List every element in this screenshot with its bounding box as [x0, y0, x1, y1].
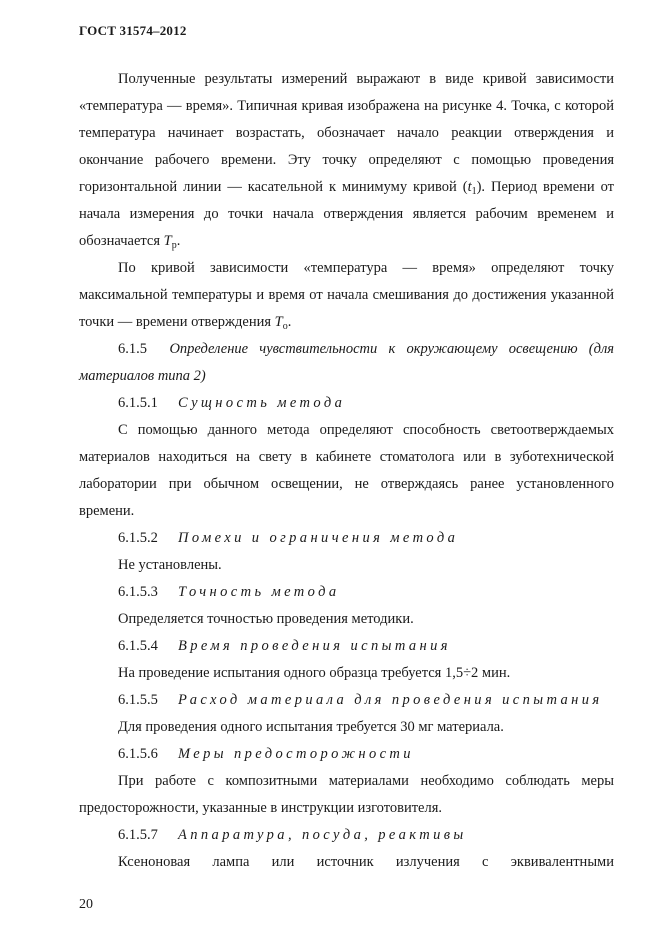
section-number: 6.1.5.4 [118, 638, 158, 654]
section-title: Точность метода [178, 584, 340, 600]
section-6-1-5-heading [79, 336, 614, 390]
section-title: Время проведения испытания [178, 638, 451, 654]
section-6-1-5-4-body: На проведение испытания одного образца требуется 1,5÷2 мин. [118, 665, 511, 681]
section-title: Определение чувствительности к окружающему освещению (для материалов типа 2) [79, 341, 615, 384]
text: ). Период времени от начала измерения до точки начала отверждения является рабочим временем и обозначается [79, 179, 615, 249]
section-number: 6.1.5.6 [118, 746, 158, 762]
section-number: 6.1.5.5 [118, 692, 158, 708]
section-6-1-5-1-heading [79, 390, 614, 417]
section-number: 6.1.5.3 [118, 584, 158, 600]
section-title: Помехи и ограничения метода [178, 530, 459, 546]
section-number: 6.1.5.7 [118, 827, 158, 843]
section-title: Расход материала для проведения испытания [178, 692, 603, 708]
section-6-1-5-7-heading [79, 822, 614, 849]
variable: T [163, 233, 172, 249]
text: Полученные результаты измерений выражают в виде кривой зависимости «температура — время». Типичная кривая изображена на рисунке 4. Точка, с которой температура начинает возрастать, обозначает начало реакции отверждения и окончание рабочего времени. Эту точку определяют с помощью проведения горизонтальной линии — касательной к минимуму кривой ( [79, 71, 614, 195]
section-6-1-5-3-heading [79, 579, 614, 606]
paragraph-curing-time [79, 255, 614, 336]
page-body [79, 66, 614, 876]
section-6-1-5-3-body: Определяется точностью проведения методики. [118, 611, 414, 627]
subscript: р [171, 240, 177, 251]
text: . [176, 233, 181, 249]
page-header: ГОСТ 31574–2012 [79, 23, 187, 38]
section-number: 6.1.5.1 [118, 395, 158, 411]
text: По кривой зависимости «температура — время» определяют точку максимальной температуры и время от начала смешивания до достижения указанной точки — времени отверждения [79, 260, 614, 330]
section-number: 6.1.5.2 [118, 530, 158, 546]
section-6-1-5-5-body: Для проведения одного испытания требуется 30 мг материала. [118, 719, 504, 735]
section-title: Меры предосторожности [178, 746, 414, 762]
variable: t [467, 179, 472, 195]
section-6-1-5-1-body: С помощью данного метода определяют способность светоотверждаемых материалов находиться на свету в кабинете стоматолога или в зуботехнической лаборатории при обычном освещении, не отверждаясь ранее установленного времени. [79, 422, 614, 519]
section-6-1-5-6-body: При работе с композитными материалами необходимо соблюдать меры предосторожности, указанные в инструкции изготовителя. [79, 773, 614, 816]
section-title: Сущность метода [178, 395, 346, 411]
section-title: Аппаратура, посуда, реактивы [178, 827, 467, 843]
page-number: 20 [79, 897, 93, 912]
section-6-1-5-2-heading [79, 525, 614, 552]
paragraph-measurement-results [79, 66, 614, 255]
section-6-1-5-4-heading [79, 633, 614, 660]
subscript: 1 [471, 186, 477, 197]
section-6-1-5-6-heading [79, 741, 614, 768]
section-6-1-5-5-heading [79, 687, 614, 714]
section-6-1-5-2-body: Не установлены. [118, 557, 222, 573]
subscript: о [282, 321, 288, 332]
section-number: 6.1.5 [118, 341, 147, 357]
section-6-1-5-7-body: Ксеноновая лампа или источник излучения с эквивалентными [118, 854, 614, 870]
text: . [287, 314, 292, 330]
variable: T [274, 314, 283, 330]
